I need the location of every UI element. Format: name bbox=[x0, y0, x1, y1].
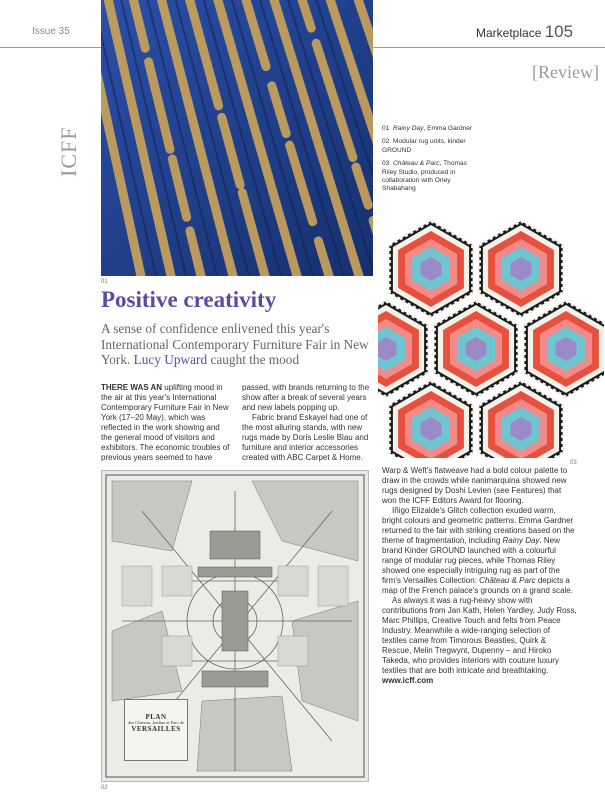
photo-number: 03 bbox=[570, 460, 577, 466]
review-tag: [Review] bbox=[532, 62, 599, 82]
rug-stripes-photo bbox=[101, 0, 373, 276]
photo-number: 02 bbox=[101, 785, 108, 791]
photo-number: 01 bbox=[101, 279, 108, 285]
chateau-map-photo bbox=[101, 470, 369, 782]
body-column-3: Warp & Weft's flatweave had a bold colour palette to draw in the crowds while nanimarquina showed new rugs designed by Doshi Levien (see Features) that won the ICFF Editors Award for flooring. Iñigo Elizalde's Glitch collection exuded warm, bright colours and geometric patterns. Emma Gardner returned to the fair with striking creations based on the theme of fragmentation, including Rainy Day. New brand Kinder GROUND launched with a colourful range of modular rug pieces, while Thomas Riley showed one especially intriguing rug as part of the firm's Versailles Collection: Château & Parc depicts a map of the French palace's grounds on a grand scale. As always it was a rug-heavy show with contributions from Jan Kath, Helen Yardley, Judy Ross, Marc Phillips, Creative Touch and felts from Peace Industry. Meanwhile a wide-ranging selection of textiles came from Timorous Beasties, Quirk & Rescue, Melin Tregwynt, Dupenny – and Hiroko Takeda, who provides interiors with couture luxury textiles that are both intricate and breathtaking. www.icff.com bbox=[382, 466, 577, 685]
body-column-1: THERE WAS AN uplifting mood in the air at this year's International Contemporary Furniture Fair in New York (17–20 May), which was reflected in the work showing and the general mood of visitors and exhibitors. The economic troubles of previous years seemed to have bbox=[101, 383, 230, 462]
section-header bbox=[476, 22, 573, 42]
hexagon-rug-graphic bbox=[378, 214, 604, 458]
byline: Lucy Upward bbox=[133, 352, 208, 367]
section-name: Marketplace bbox=[476, 26, 542, 40]
standfirst: A sense of confidence enlivened this year's International Contemporary Furniture Fair in New York. Lucy Upward caught the mood bbox=[101, 321, 369, 367]
issue-number: Issue 35 bbox=[32, 26, 70, 37]
article-title: Positive creativity bbox=[101, 287, 277, 312]
hexagon-rug-photo bbox=[378, 214, 604, 458]
caption-item: 01 Rainy Day, Emma Gardner bbox=[382, 125, 473, 132]
vertical-section-label: ICFF bbox=[56, 126, 81, 177]
page-number: 105 bbox=[544, 22, 574, 41]
map-cartouche: PLAN des Chateau, Jardins et Parc de VERSAILLES bbox=[124, 699, 188, 761]
website-link[interactable]: www.icff.com bbox=[382, 676, 434, 685]
photo-captions bbox=[382, 125, 482, 199]
rug-stripes-graphic bbox=[101, 0, 373, 276]
caption-item: 02 Modular rug units, kinder GROUND bbox=[382, 138, 466, 154]
caption-item: 03 Château & Parc, Thomas Riley Studio, produced in collaboration with Orley Shabahang bbox=[382, 160, 467, 193]
lead-in: THERE WAS AN bbox=[101, 383, 163, 392]
body-column-2: passed, with brands returning to the show after a break of several years and new labels popping up. Fabric brand Eskayel had one of the most alluring stands, with new rugs made by Doris Leslie Blau and furniture and interior accessories created with ABC Carpet & Home. bbox=[242, 383, 370, 462]
